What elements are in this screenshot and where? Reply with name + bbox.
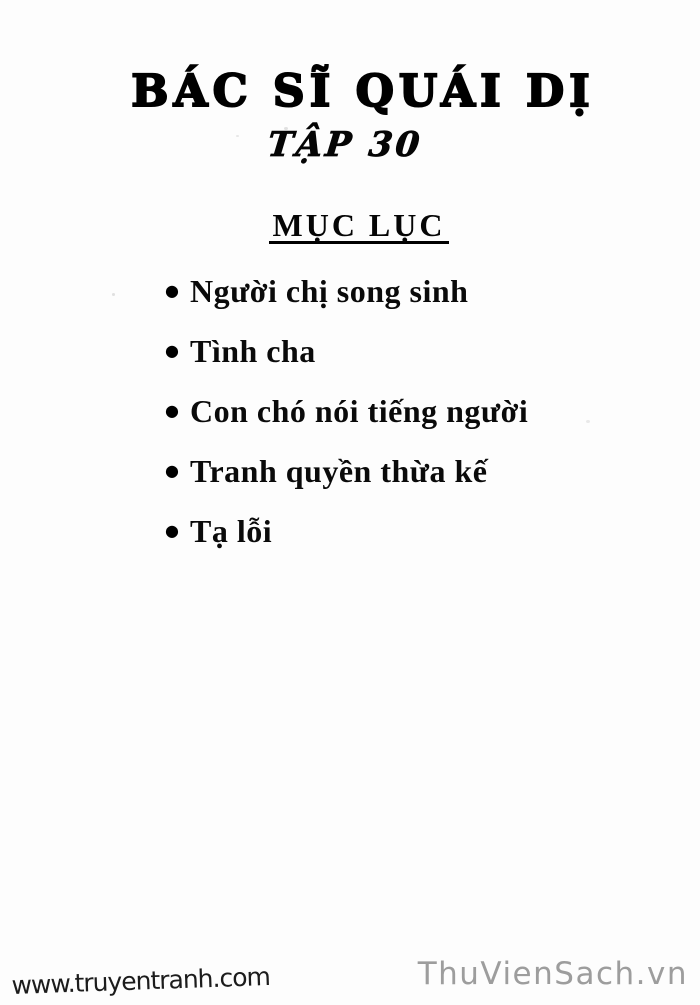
toc-item-label: Người chị song sinh	[189, 273, 469, 309]
bullet-icon: ●	[165, 401, 179, 420]
book-title: BÁC SĨ QUÁI DỊ	[131, 66, 595, 117]
bullet-icon: ●	[165, 281, 179, 300]
bullet-icon: ●	[165, 521, 179, 540]
scan-speck	[586, 420, 590, 423]
toc-item-label: Con chó nói tiếng người	[189, 393, 529, 429]
toc-item-label: Tình cha	[189, 333, 316, 369]
volume-label: TẬP 30	[265, 125, 425, 165]
toc-heading: MỤC LỤC	[269, 211, 450, 244]
toc-item-label: Tranh quyền thừa kế	[189, 453, 488, 489]
toc-item-label: Tạ lỗi	[189, 513, 273, 549]
toc-item	[165, 441, 528, 501]
bullet-icon: ●	[165, 461, 179, 480]
scan-speck	[236, 135, 239, 137]
toc-item	[165, 321, 528, 381]
toc-heading-row	[9, 207, 700, 244]
toc-list	[165, 261, 528, 561]
watermark-truyentranh: www.truyentranh.com	[11, 961, 271, 1000]
scan-speck	[112, 293, 115, 296]
toc-item	[165, 381, 528, 441]
watermark-thuviensach: ThuVienSach.vn	[417, 956, 688, 992]
bullet-icon: ●	[165, 341, 179, 360]
toc-item	[165, 261, 528, 321]
toc-item	[165, 501, 528, 561]
scan-speck	[284, 127, 288, 130]
